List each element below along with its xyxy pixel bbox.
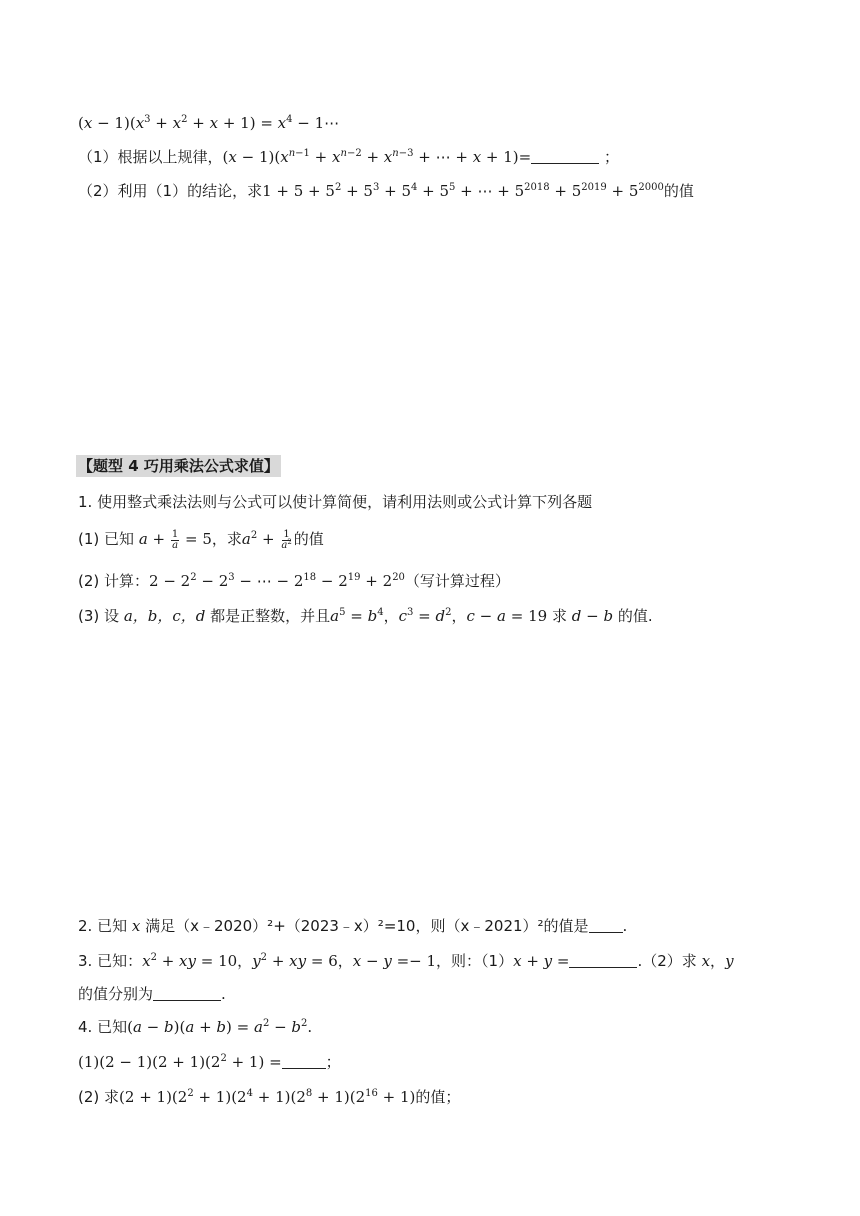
problem-4: 4. 已知$(a - b)(a + b) = a^2 - b^2$. — [78, 1018, 313, 1036]
p2-prefix: 2. 已知 — [78, 917, 128, 935]
p4b-suffix: 的值； — [415, 1088, 461, 1106]
p1c-suffix: 的值. — [617, 607, 653, 625]
problem-1a: (1) 已知 a + $\frac{1}{a}$ = 5，求$a^2$ + $\frac{1}{a^2}$ 的值 — [78, 528, 324, 551]
question-2: （2）利用（1）的结论，求$1 + 5 + 5^2 + 5^3 + 5^4 + 5^5$ + ⋯ + $5^{2018} + 5^{2019} + 5^{2000}$的值 — [78, 182, 694, 200]
problem-1c: (3) 设 a，b，c，d 都是正整数，并且$a^5 = b^4$，$c^3 = d^2$，c − a = 19 求 d − b 的值. — [78, 607, 653, 625]
p3-mid: ，则：（1） — [436, 952, 514, 970]
answer-blank[interactable] — [153, 985, 221, 1001]
problem-2: 2. 已知 x 满足（x﹣2020）²+（2023﹣x）²=10，则（x﹣2021）²的值是 . — [78, 917, 628, 935]
q1-suffix: ； — [604, 148, 620, 166]
p1c-mid1: 都是正整数，并且 — [210, 607, 331, 625]
p1c-mid2: 求 — [551, 607, 567, 625]
pattern-equation: $(x - 1)(x^3 + x^2 + x + 1) = x^4$ − 1⋯ — [78, 114, 340, 132]
p1c-prefix: (3) 设 — [78, 607, 120, 625]
question-1: （1）根据以上规律，$(x - 1)(x^{n-1} + x^{n-2} + x^{n-3}$ + ⋯ + x + 1)= ； — [78, 148, 620, 166]
q2-suffix: 的值 — [663, 182, 694, 200]
answer-blank[interactable] — [531, 148, 599, 164]
p2-mid: 满足（x﹣2020）²+（2023﹣x）²=10，则（x﹣2021）²的值是 — [145, 917, 589, 935]
q2-prefix: （2）利用（1）的结论，求 — [78, 182, 263, 200]
p4a-suffix: ； — [325, 1053, 341, 1071]
problem-1b: (2) 计算：$2 - 2^2 - 2^3$ − ⋯ − $2^{18} - 2^{19} + 2^{20}$（写计算过程） — [78, 572, 510, 590]
p4a-prefix: (1) — [78, 1053, 100, 1071]
q1-prefix: （1）根据以上规律， — [78, 148, 223, 166]
p4b-prefix: (2) 求 — [78, 1088, 120, 1106]
p3-wrap-prefix: 的值分别为 — [78, 985, 154, 1003]
problem-3: 3. 已知：$x^2$ + xy = 10，$y^2$ + xy = 6，x − y =− 1，则：（1）x + y = .（2）求 x，y — [78, 952, 734, 970]
answer-blank[interactable] — [589, 917, 623, 933]
problem-4b: (2) 求$(2 + 1)(2^2 + 1)(2^4 + 1)(2^8 + 1)(2^{16} + 1)$的值； — [78, 1088, 461, 1106]
answer-blank[interactable] — [569, 952, 637, 968]
p1a-prefix: (1) 已知 — [78, 530, 135, 548]
answer-blank[interactable] — [282, 1053, 326, 1069]
p2-suffix: . — [622, 917, 628, 935]
section-heading: 【题型 4 巧用乘法公式求值】 — [78, 457, 279, 475]
problem-1-title: 1. 使用整式乘法法则与公式可以使计算简便，请利用法则或公式计算下列各题 — [78, 493, 593, 511]
problem-3-wrap — [78, 983, 226, 1005]
problem-4a: $(1)(2 - 1)(2 + 1)(2^2 + 1)$ = ； — [78, 1053, 341, 1071]
p1b-prefix: (2) 计算： — [78, 572, 150, 590]
p1c-vars: a，b，c，d — [123, 607, 206, 625]
p3-mid2: .（2）求 — [637, 952, 697, 970]
p1a-mid: ，求 — [211, 530, 242, 548]
p1b-suffix: （写计算过程） — [404, 572, 510, 590]
p3-prefix: 3. 已知： — [78, 952, 143, 970]
p4-prefix: 4. 已知 — [78, 1018, 128, 1036]
p3-wrap-suffix: . — [221, 985, 226, 1003]
p1a-suffix: 的值 — [293, 530, 324, 548]
